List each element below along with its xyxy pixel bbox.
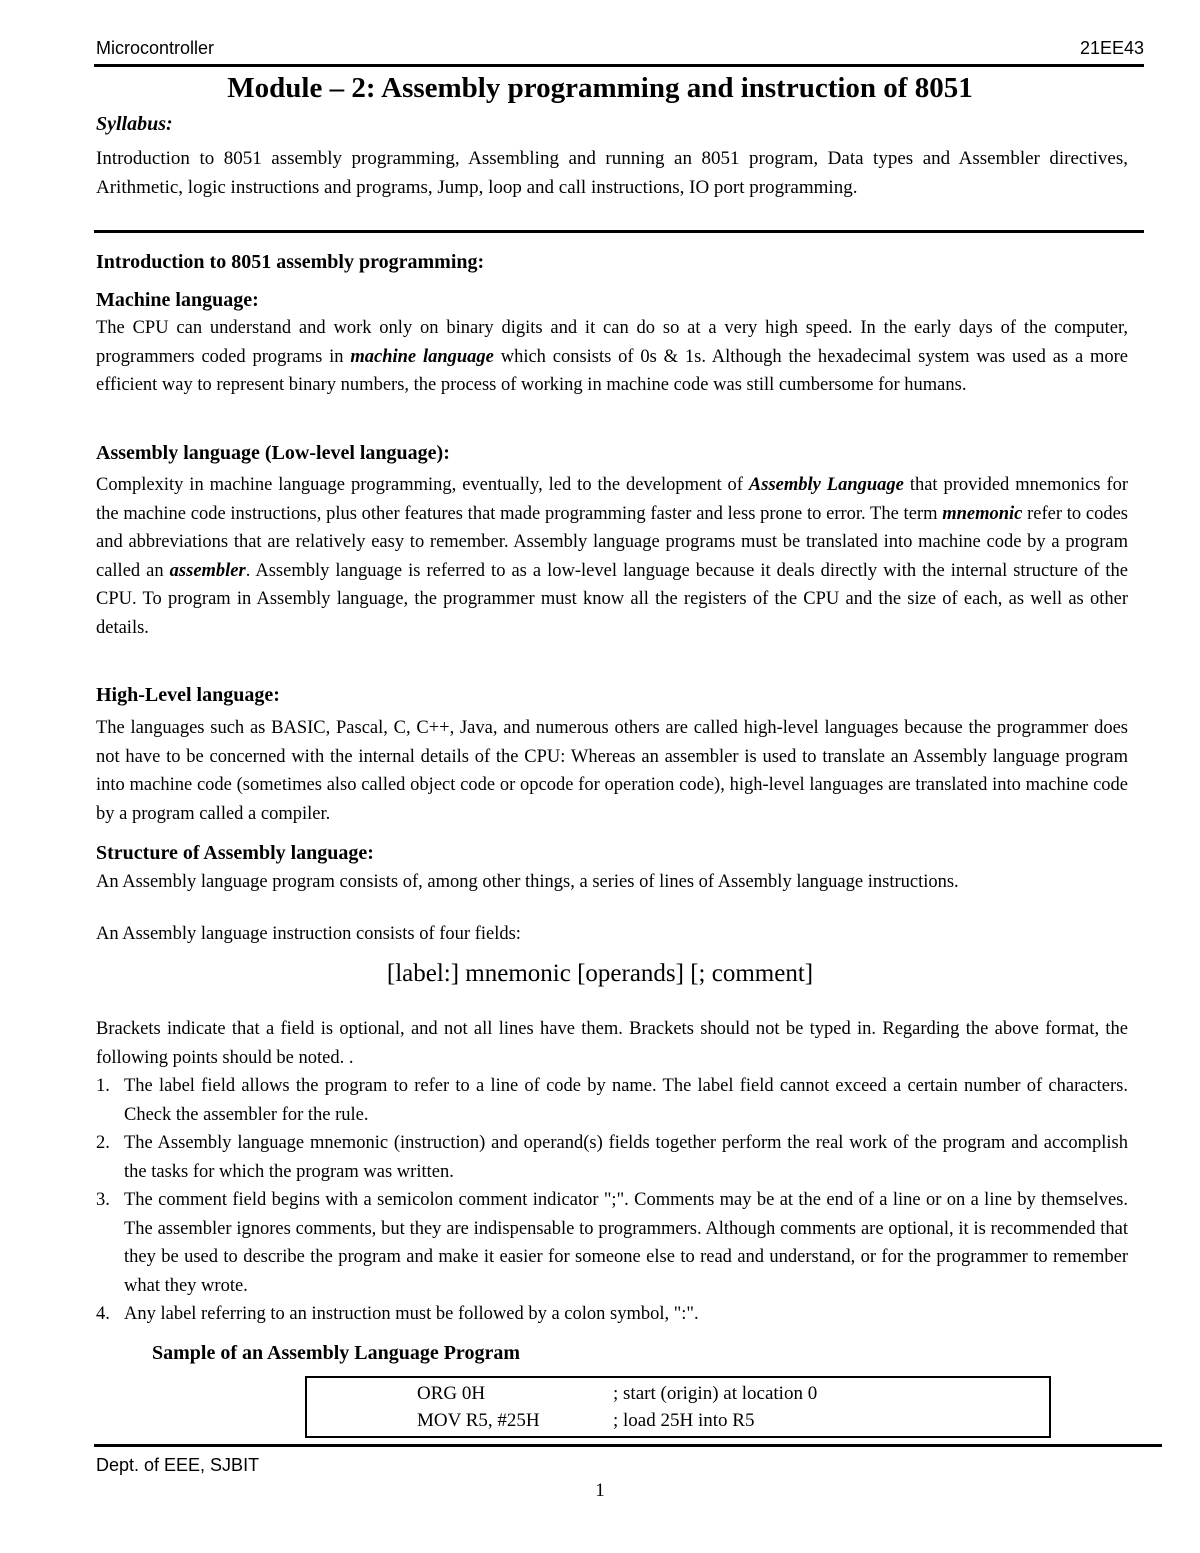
header-divider bbox=[94, 64, 1144, 67]
list-item bbox=[96, 1300, 1128, 1329]
assembly-text-2: that provided mnemonics for the machine code instructions, plus other features that made programming faster and less prone to error. The term bbox=[96, 475, 1129, 524]
list-item-text: Any label referring to an instruction must be followed by a colon symbol, ":". bbox=[124, 1304, 699, 1324]
structure-text-2: An Assembly language instruction consists of four fields: bbox=[96, 924, 521, 944]
code-instruction: ORG 0H bbox=[417, 1383, 486, 1404]
module-title: Module – 2: Assembly programming and instruction of 8051 bbox=[227, 72, 973, 104]
structure-heading: Structure of Assembly language: bbox=[96, 842, 374, 864]
list-item bbox=[96, 1072, 1128, 1129]
assembly-text-4: . Assembly language is referred to as a low-level language because it deals directly with the internal structure of the CPU. To program in Assembly language, the programmer must know all the registers of the CPU and the size of each, as well as other details. bbox=[96, 560, 1129, 638]
assembly-emphasis-3: assembler bbox=[169, 560, 246, 581]
syllabus-divider bbox=[94, 230, 1144, 233]
footer-department: Dept. of EEE, SJBIT bbox=[96, 1455, 260, 1475]
page-number: 1 bbox=[595, 1480, 605, 1501]
structure-text-1: An Assembly language program consists of, among other things, a series of lines of Assembly language instructions. bbox=[96, 872, 959, 892]
assembly-emphasis-1: Assembly Language bbox=[748, 475, 904, 495]
assembly-emphasis-2: mnemonic bbox=[942, 503, 1023, 524]
list-item bbox=[96, 1129, 1128, 1186]
instruction-format: [label:] mnemonic [operands] [; comment] bbox=[386, 960, 814, 987]
list-item-text: The Assembly language mnemonic (instruction) and operand(s) fields together perform the real work of the program and accomplish the tasks for which the program was written. bbox=[124, 1133, 1128, 1182]
list-item-text: The comment field begins with a semicolon comment indicator ";". Comments may be at the end of a line or on a line by themselves. The assembler ignores comments, but they are indispensable to programmers. Although comments are optional, it is recommended that they be used to describe the program and make it easier for someone else to read and understand, or for the programmer to remember what they wrote. bbox=[124, 1190, 1128, 1296]
assembly-language-heading: Assembly language (Low-level language): bbox=[96, 442, 450, 464]
machine-language-text-2: which consists of 0s & 1s. Although the hexadecimal system was used as a more efficient way to represent binary numbers, the process of working in machine code was still cumbersome for humans. bbox=[96, 346, 1128, 395]
sample-code-box bbox=[305, 1376, 1051, 1438]
high-level-heading: High-Level language: bbox=[96, 684, 280, 706]
assembly-text-1: Complexity in machine language programming, eventually, led to the development of bbox=[96, 475, 749, 495]
intro-heading: Introduction to 8051 assembly programming: bbox=[96, 251, 485, 273]
syllabus-label: Syllabus: bbox=[96, 113, 173, 135]
page-header bbox=[96, 38, 1144, 64]
machine-language-emphasis: machine language bbox=[350, 346, 494, 367]
sample-program-title: Sample of an Assembly Language Program bbox=[152, 1342, 520, 1364]
structure-text-3: Brackets indicate that a field is optional, and not all lines have them. Brackets should not be typed in. Regarding the above format, the following points should be noted. . bbox=[96, 1019, 1128, 1068]
footer-divider bbox=[94, 1444, 1162, 1447]
machine-language-heading: Machine language: bbox=[96, 289, 259, 311]
code-comment: ; load 25H into R5 bbox=[613, 1410, 755, 1431]
machine-language-paragraph bbox=[96, 314, 1128, 400]
list-item-number: 2. bbox=[96, 1133, 110, 1153]
header-course-code: 21EE43 bbox=[1079, 38, 1144, 58]
assembly-language-paragraph bbox=[96, 471, 1128, 642]
code-comment: ; start (origin) at location 0 bbox=[613, 1383, 818, 1404]
syllabus-text: Introduction to 8051 assembly programming, Assembling and running an 8051 program, Data types and Assembler directives, Arithmetic, logic instructions and programs, Jump, loop and call instructions, IO port programming. bbox=[96, 148, 1128, 198]
list-item-number: 3. bbox=[96, 1190, 110, 1210]
high-level-paragraph: The languages such as BASIC, Pascal, C, C++, Java, and numerous others are called high-level languages because the programmer does not have to be concerned with the internal details of the CPU: Whereas an assembler is used to translate an Assembly language program into machine code (sometimes also called object code or opcode for operation code), high-level languages are translated into machine code by a program called a compiler. bbox=[96, 718, 1128, 824]
format-points-list bbox=[96, 1072, 1128, 1329]
machine-language-text-1: The CPU can understand and work only on binary digits and it can do so at a very high speed. In the early days of the computer, programmers coded programs in bbox=[96, 318, 1128, 367]
list-item-text: The label field allows the program to refer to a line of code by name. The label field cannot exceed a certain number of characters. Check the assembler for the rule. bbox=[124, 1076, 1128, 1125]
list-item-number: 1. bbox=[96, 1076, 110, 1096]
list-item-number: 4. bbox=[96, 1304, 110, 1324]
header-course-name: Microcontroller bbox=[96, 38, 215, 58]
assembly-text-3: refer to codes and abbreviations that are relatively easy to remember. Assembly language programs must be translated into machine code by a program called an bbox=[96, 503, 1128, 581]
list-item bbox=[96, 1186, 1128, 1300]
code-instruction: MOV R5, #25H bbox=[417, 1410, 540, 1431]
